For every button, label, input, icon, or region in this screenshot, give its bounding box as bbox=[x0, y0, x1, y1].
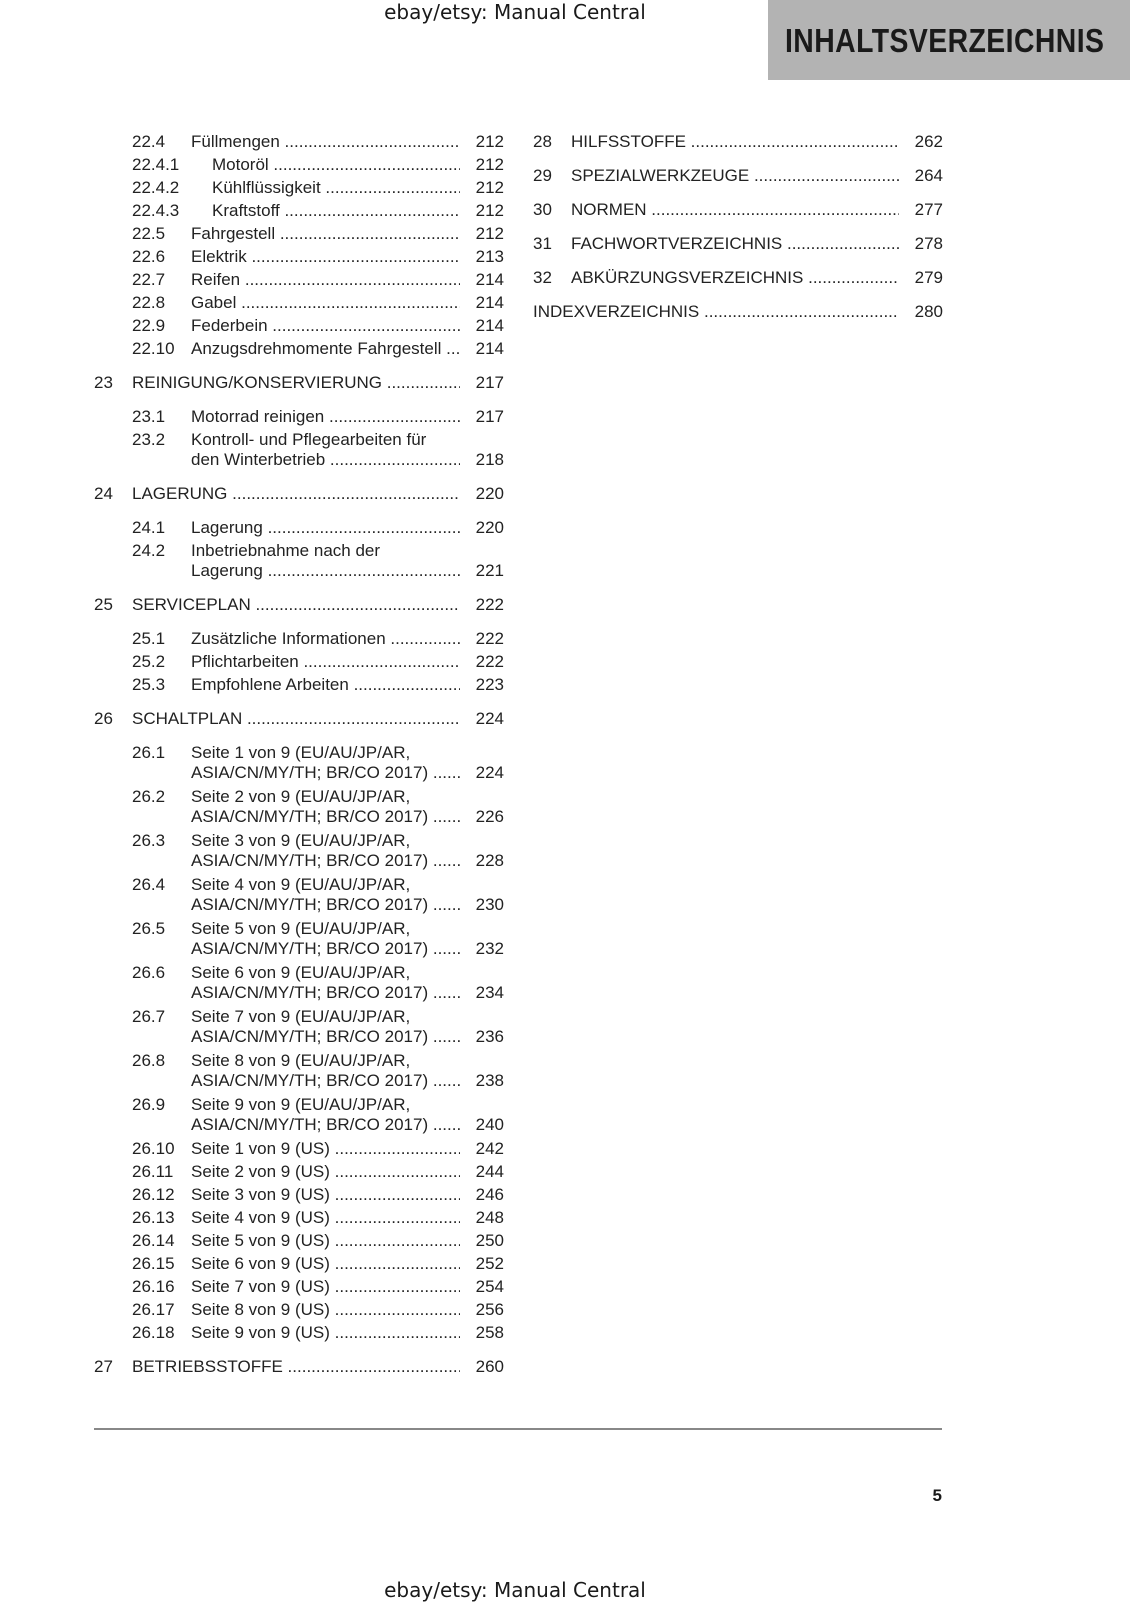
toc-chapter-27[interactable]: 27 BETRIEBSSTOFFE ..... 260 bbox=[94, 1355, 504, 1378]
toc-left-column bbox=[94, 130, 504, 1378]
toc-right-column bbox=[533, 130, 943, 334]
toc-entry-26-4[interactable]: 26.4 Seite 4 von 9 (EU/AU/JP/AR, ASIA/CN/MY/TH; BR/CO 2017) ..... 230 bbox=[94, 873, 504, 917]
footer-divider bbox=[94, 1428, 942, 1430]
toc-chapter-32[interactable]: 32 ABKÜRZUNGSVERZEICHNIS ..... 279 bbox=[533, 266, 943, 300]
toc-entry-24-1[interactable]: 24.1 Lagerung ..... 220 bbox=[94, 516, 504, 539]
toc-entry-22-4-1[interactable]: 22.4.1 Motoröl ..... 212 bbox=[94, 153, 504, 176]
toc-chapter-25[interactable]: 25 SERVICEPLAN ..... 222 bbox=[94, 593, 504, 616]
toc-entry-25-2[interactable]: 25.2 Pflichtarbeiten ..... 222 bbox=[94, 650, 504, 673]
toc-chapter-30[interactable]: 30 NORMEN ..... 277 bbox=[533, 198, 943, 232]
section-title: INHALTSVERZEICHNIS bbox=[784, 22, 1104, 59]
toc-entry-24-2[interactable]: 24.2 Inbetriebnahme nach der Lagerung ..... 221 bbox=[94, 539, 504, 582]
toc-chapter-31[interactable]: 31 FACHWORTVERZEICHNIS ..... 278 bbox=[533, 232, 943, 266]
toc-entry-26-13[interactable]: 26.13 Seite 4 von 9 (US) ..... 248 bbox=[94, 1206, 504, 1229]
toc-entry-26-16[interactable]: 26.16 Seite 7 von 9 (US) ..... 254 bbox=[94, 1275, 504, 1298]
toc-entry-25-3[interactable]: 25.3 Empfohlene Arbeiten ..... 223 bbox=[94, 673, 504, 696]
toc-entry-23-1[interactable]: 23.1 Motorrad reinigen ..... 217 bbox=[94, 405, 504, 428]
toc-entry-26-11[interactable]: 26.11 Seite 2 von 9 (US) ..... 244 bbox=[94, 1160, 504, 1183]
toc-entry-26-7[interactable]: 26.7 Seite 7 von 9 (EU/AU/JP/AR, ASIA/CN/MY/TH; BR/CO 2017) ..... 236 bbox=[94, 1005, 504, 1049]
toc-entry-22-4[interactable]: 22.4 Füllmengen ..... 212 bbox=[94, 130, 504, 153]
toc-entry-23-2[interactable]: 23.2 Kontroll- und Pflegearbeiten für den Winterbetrieb ..... 218 bbox=[94, 428, 504, 471]
toc-entry-22-7[interactable]: 22.7 Reifen ..... 214 bbox=[94, 268, 504, 291]
toc-entry-26-6[interactable]: 26.6 Seite 6 von 9 (EU/AU/JP/AR, ASIA/CN/MY/TH; BR/CO 2017) ..... 234 bbox=[94, 961, 504, 1005]
toc-entry-26-14[interactable]: 26.14 Seite 5 von 9 (US) ..... 250 bbox=[94, 1229, 504, 1252]
toc-chapter-23[interactable]: 23 REINIGUNG/KONSERVIERUNG ..... 217 bbox=[94, 371, 504, 394]
toc-entry-26-15[interactable]: 26.15 Seite 6 von 9 (US) ..... 252 bbox=[94, 1252, 504, 1275]
toc-entry-26-17[interactable]: 26.17 Seite 8 von 9 (US) ..... 256 bbox=[94, 1298, 504, 1321]
section-header bbox=[768, 0, 1130, 80]
toc-entry-22-4-3[interactable]: 22.4.3 Kraftstoff ..... 212 bbox=[94, 199, 504, 222]
toc-entry-26-8[interactable]: 26.8 Seite 8 von 9 (EU/AU/JP/AR, ASIA/CN/MY/TH; BR/CO 2017) ..... 238 bbox=[94, 1049, 504, 1093]
toc-entry-26-3[interactable]: 26.3 Seite 3 von 9 (EU/AU/JP/AR, ASIA/CN/MY/TH; BR/CO 2017) ..... 228 bbox=[94, 829, 504, 873]
toc-entry-22-6[interactable]: 22.6 Elektrik ..... 213 bbox=[94, 245, 504, 268]
toc-entry-26-2[interactable]: 26.2 Seite 2 von 9 (EU/AU/JP/AR, ASIA/CN/MY/TH; BR/CO 2017) ..... 226 bbox=[94, 785, 504, 829]
toc-entry-22-9[interactable]: 22.9 Federbein ..... 214 bbox=[94, 314, 504, 337]
toc-index[interactable]: INDEXVERZEICHNIS ..... 280 bbox=[533, 300, 943, 334]
toc-entry-22-4-2[interactable]: 22.4.2 Kühlflüssigkeit ..... 212 bbox=[94, 176, 504, 199]
toc-entry-26-18[interactable]: 26.18 Seite 9 von 9 (US) ..... 258 bbox=[94, 1321, 504, 1344]
toc-entry-25-1[interactable]: 25.1 Zusätzliche Informationen ..... 222 bbox=[94, 627, 504, 650]
watermark-bottom: ebay/etsy: Manual Central bbox=[384, 1578, 646, 1602]
toc-entry-22-5[interactable]: 22.5 Fahrgestell ..... 212 bbox=[94, 222, 504, 245]
toc-entry-26-5[interactable]: 26.5 Seite 5 von 9 (EU/AU/JP/AR, ASIA/CN/MY/TH; BR/CO 2017) ..... 232 bbox=[94, 917, 504, 961]
toc-chapter-26[interactable]: 26 SCHALTPLAN ..... 224 bbox=[94, 707, 504, 730]
page-number: 5 bbox=[932, 1486, 942, 1505]
watermark-top: ebay/etsy: Manual Central bbox=[384, 0, 646, 24]
toc-chapter-28[interactable]: 28 HILFSSTOFFE ..... 262 bbox=[533, 130, 943, 164]
toc-entry-26-1[interactable]: 26.1 Seite 1 von 9 (EU/AU/JP/AR, ASIA/CN/MY/TH; BR/CO 2017) ..... 224 bbox=[94, 741, 504, 785]
toc-chapter-24[interactable]: 24 LAGERUNG ..... 220 bbox=[94, 482, 504, 505]
toc-entry-22-8[interactable]: 22.8 Gabel ..... 214 bbox=[94, 291, 504, 314]
toc-entry-22-10[interactable]: 22.10 Anzugsdrehmomente Fahrgestell ..... 214 bbox=[94, 337, 504, 360]
toc-entry-26-9[interactable]: 26.9 Seite 9 von 9 (EU/AU/JP/AR, ASIA/CN/MY/TH; BR/CO 2017) ..... 240 bbox=[94, 1093, 504, 1137]
toc-entry-26-12[interactable]: 26.12 Seite 3 von 9 (US) ..... 246 bbox=[94, 1183, 504, 1206]
toc-chapter-29[interactable]: 29 SPEZIALWERKZEUGE ..... 264 bbox=[533, 164, 943, 198]
toc-entry-26-10[interactable]: 26.10 Seite 1 von 9 (US) ..... 242 bbox=[94, 1137, 504, 1160]
